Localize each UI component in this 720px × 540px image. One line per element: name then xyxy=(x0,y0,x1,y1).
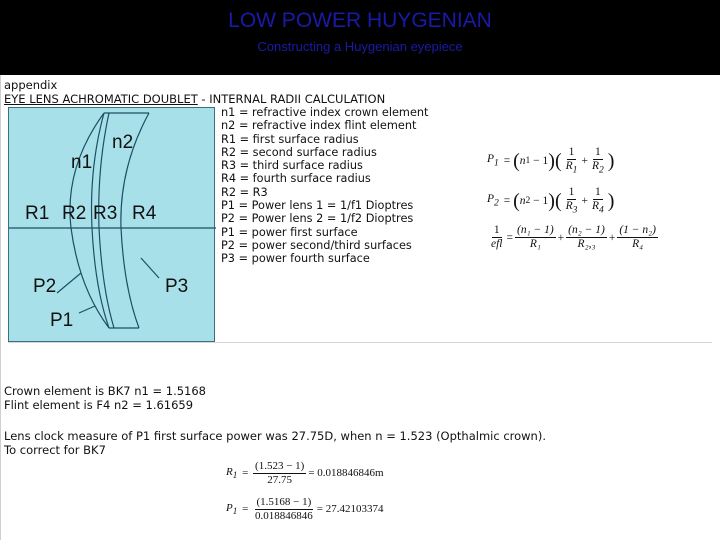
formula-p1-n: n xyxy=(519,154,526,167)
label-n2: n2 xyxy=(112,132,134,153)
definition-item: P2 = Power lens 2 = 1/f2 Dioptres xyxy=(221,212,414,226)
formula-p1-frac-b: $\frac{1}{R_2}$ xyxy=(591,146,604,176)
calc-p1-frac: $\frac{(1.5168 - 1)}{0.018846846}$ xyxy=(255,496,313,522)
formula-efl: $\frac{1}{\text{efl}}$ = $\frac{\text{(n₁ − 1)}}{\text{R₁}}$ + $\frac{\text{(n₂ − 1)}}{\text{R₂,₃}}$ + $\frac{\text{(1 − n₂)}}{\text{R₄}}$ xyxy=(491,224,657,251)
lens-drawing xyxy=(9,108,216,343)
formula-p2-frac-b: $\frac{1}{R_4}$ xyxy=(591,186,604,216)
title-bar xyxy=(0,0,720,75)
definition-item: R1 = first surface radius xyxy=(221,132,359,146)
pointer-p1 xyxy=(79,306,95,313)
label-n1: n1 xyxy=(71,152,93,173)
formula-efl-term1: $\frac{\text{(n₁ − 1)}}{\text{R₁}}$ xyxy=(517,224,554,251)
formula-p1-n-sub: 1 xyxy=(525,155,531,167)
label-r2: R2 xyxy=(62,203,87,224)
formula-p2-lhs-sub: 2 xyxy=(494,197,499,209)
label-p3: P3 xyxy=(165,276,189,297)
definition-item: R3 = third surface radius xyxy=(221,159,363,173)
section-divider xyxy=(8,342,712,343)
calc-p1: $P_1$ = $\frac{(1.5168 - 1)}{0.018846846}$ = 27.42103374 xyxy=(226,496,384,522)
bk7-correction-text: To correct for BK7 xyxy=(4,443,106,457)
crown-glass-text: Crown element is BK7 n1 = 1.5168 xyxy=(4,384,207,398)
slide-subtitle: Constructing a Huygenian eyepiece xyxy=(257,39,463,54)
formula-efl-term2: $\frac{\text{(n₂ − 1)}}{\text{R₂,₃}}$ xyxy=(568,224,605,251)
definition-item: R2 = R3 xyxy=(221,185,268,199)
formula-p2: $P_2$ = ( n 2 − 1 ) ( $\frac{1}{R_3}$ + $\frac{1}{R_4}$ ) xyxy=(487,186,615,216)
formula-efl-term3: $\frac{\text{(1 − n₂)}}{\text{R₄}}$ xyxy=(619,224,657,251)
definitions-list xyxy=(221,106,428,266)
pointer-p2 xyxy=(57,273,81,293)
formula-p1-lhs-sub: 1 xyxy=(494,157,499,169)
label-p1: P1 xyxy=(50,310,74,331)
label-r3: R3 xyxy=(93,203,118,224)
heading-rest: - INTERNAL RADII CALCULATION xyxy=(197,92,386,106)
formula-p1: $P_1$ = ( n 1 − 1 ) ( $\frac{1}{R_1}$ + $\frac{1}{R_2}$ ) xyxy=(487,146,615,176)
definition-item: R4 = fourth surface radius xyxy=(221,172,371,186)
definition-item: P3 = power fourth surface xyxy=(221,252,370,266)
calc-p1-result: = 27.42103374 xyxy=(316,503,384,516)
slide-title: LOW POWER HUYGENIAN xyxy=(228,9,492,32)
flint-glass-text: Flint element is F4 n2 = 1.61659 xyxy=(4,398,194,412)
calc-r1: $R_1$ = $\frac{(1.523 - 1)}{27.75}$ = 0.018846846m xyxy=(226,460,384,486)
lens-clock-text: Lens clock measure of P1 first surface power was 27.75D, when n = 1.523 (Opthalmic crown). xyxy=(4,429,546,443)
formula-p1-lhs: P xyxy=(487,153,495,166)
heading-underlined: EYE LENS ACHROMATIC DOUBLET xyxy=(4,92,198,106)
definition-item: P1 = Power lens 1 = 1/f1 Dioptres xyxy=(221,199,414,213)
section-heading xyxy=(4,92,385,106)
definition-item: P2 = power second/third surfaces xyxy=(221,238,412,252)
calc-r1-result: = 0.018846846m xyxy=(308,467,384,480)
formula-p2-n: n xyxy=(519,194,526,207)
lens-diagram xyxy=(8,107,215,342)
calc-r1-frac: $\frac{(1.523 - 1)}{27.75}$ xyxy=(255,460,305,486)
formula-p2-frac-a: $\frac{1}{R_3}$ xyxy=(565,186,578,216)
appendix-label: appendix xyxy=(4,78,58,92)
formula-p2-n-sub: 2 xyxy=(525,195,531,207)
pointer-p3 xyxy=(141,258,159,278)
definition-item: n2 = refractive index flint element xyxy=(221,119,417,133)
definition-item: R2 = second surface radius xyxy=(221,145,377,159)
label-r1: R1 xyxy=(25,203,50,224)
definition-item: n1 = refractive index crown element xyxy=(221,106,429,119)
formula-efl-lhs: $\frac{1}{\text{efl}}$ xyxy=(491,224,503,251)
definition-item: P1 = power first surface xyxy=(221,225,358,239)
formula-p1-frac-a: $\frac{1}{R_1}$ xyxy=(565,146,578,176)
label-p2: P2 xyxy=(33,276,57,297)
formula-p2-lhs: P xyxy=(487,193,495,206)
label-r4: R4 xyxy=(132,203,157,224)
